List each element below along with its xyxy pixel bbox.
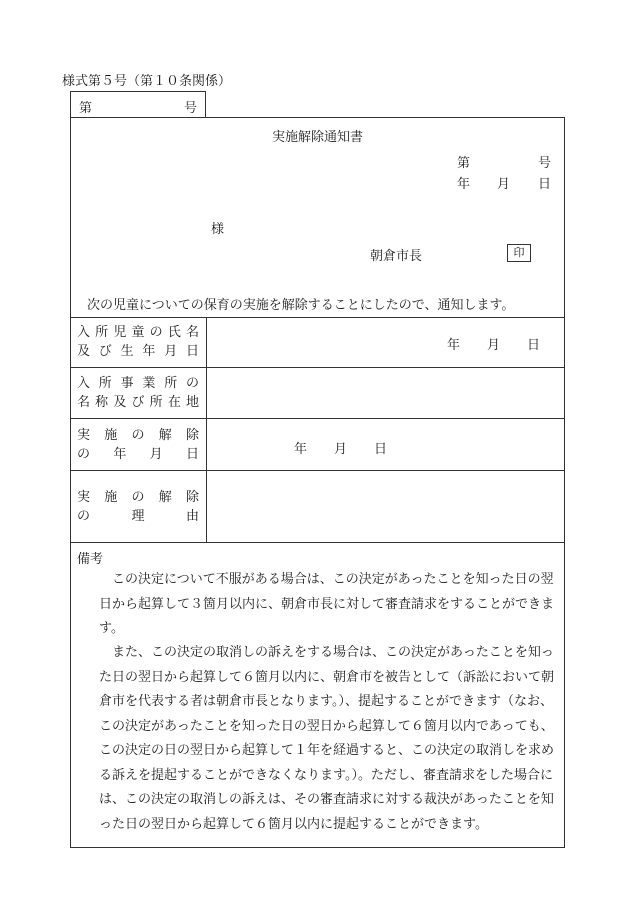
header-year: 年: [457, 177, 471, 192]
header-month: 月: [497, 177, 511, 192]
cancel-month: 月: [334, 442, 348, 457]
remarks-paragraph-1: この決定について不服がある場合は、この決定があったことを知った日の翌日から起算して３箇月以内に、朝倉市長に対して審査請求をすることができます。: [99, 572, 555, 636]
header-go: 号: [538, 156, 552, 171]
form-label: 様式第５号（第１０条関係）: [62, 74, 232, 89]
divider: [71, 542, 564, 543]
birth-month: 月: [487, 338, 501, 353]
notice-form: [70, 117, 565, 848]
column-divider: [206, 317, 207, 542]
child-label: 入所児童の氏名 及び生年月日: [77, 325, 199, 359]
birth-year: 年: [447, 338, 461, 353]
cancel-reason-label: 実施の解除 の理由: [77, 490, 199, 524]
remarks-heading: 備考: [77, 552, 104, 567]
number-dai: 第: [79, 101, 93, 116]
intro-text: 次の児童についての保育の実施を解除することにしたので、通知します。: [87, 298, 515, 313]
issuer-name: 朝倉市長: [370, 249, 423, 264]
document-number-box: [70, 91, 206, 117]
divider: [71, 367, 564, 368]
facility-label: 入所事業所の 名称及び所在地: [77, 376, 199, 410]
cancel-date-label: 実施の解除 の年月日: [77, 428, 199, 462]
document-title: 実施解除通知書: [271, 130, 363, 145]
divider: [71, 470, 564, 471]
header-day: 日: [538, 177, 552, 192]
cancel-year: 年: [294, 442, 308, 457]
number-go: 号: [183, 101, 197, 116]
birth-day: 日: [527, 338, 541, 353]
addressee-suffix: 様: [211, 222, 225, 237]
divider: [71, 317, 564, 318]
divider: [71, 418, 564, 419]
stamp-mark: 印: [507, 244, 531, 262]
cancel-day: 日: [374, 442, 388, 457]
header-dai: 第: [457, 156, 471, 171]
remarks-paragraph-2: また、この決定の取消しの訴えをする場合は、この決定があったことを知った日の翌日から起算して６箇月以内に、朝倉市を被告として（訴訟において朝倉市を代表する者は朝倉市長となります。）、提起することができます（なお、この決定があったことを知った日の翌日から起算して６箇月以内であっても、この決定の日の翌日から起算して１年を経過すると、この決定の取消しを求める訴えを提起することができなくなります。）。ただし、審査請求をした場合には、この決定の取消しの訴えは、その審査請求に対する裁決があったことを知った日の翌日から起算して６箇月以内に提起することができます。: [99, 645, 555, 832]
seal-stamp: [507, 244, 531, 262]
